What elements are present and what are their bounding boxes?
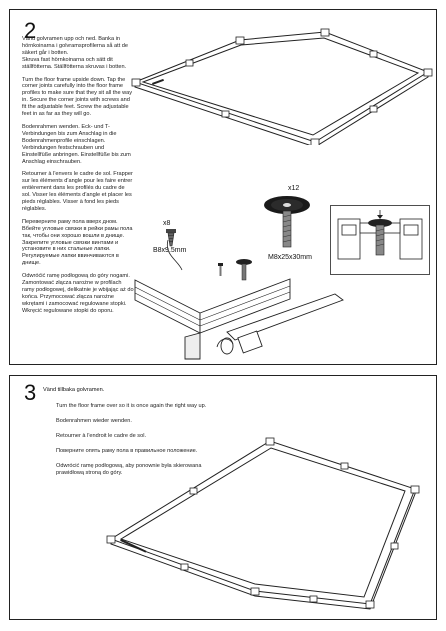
step-2-instructions: [22, 36, 134, 321]
rubber-mallet-icon: [215, 292, 350, 362]
foot-size-label: M8x25x30mm: [268, 254, 312, 261]
step-number: 2: [24, 18, 37, 43]
foot-quantity-label: x12: [288, 185, 300, 192]
instruction-pl: Odwrócić ramę podłogową, aby ponownie była skierowana prawidłową stroną do góry.: [56, 462, 202, 476]
step-3-panel: [9, 375, 437, 620]
screw-size-label: B8x9.5mm: [153, 247, 187, 254]
frame-upside-down-illustration: [130, 20, 435, 145]
instruction-de: Bodenrahmen wenden. Eck- und T-Verbindungen bis zum Anschlag in die Bodenrahmenprofile einschlagen. Verbindungen festschrauben und Einstellfüße anbringen. Einstellfüße bis zum Anschlag einschrauben.: [22, 123, 131, 165]
instruction-fr: Retourner à l'endroit le cadre de sol.: [56, 432, 146, 439]
instruction-ru: Поверните опять раму пола в правильное положение.: [56, 447, 198, 454]
instruction-en: Turn the floor frame upside down. Tap the corner joints carefully into the floor frame profiles to make sure that they sit all the way in. Secure the corner joints with screws and fit the adjustable feet. Screw the adjustable feet in as far as they will go.: [22, 76, 133, 118]
instruction-ru: Переверните раму пола вверх дном. Вбейте угловые связки в рейки рамы пола так, чтобы они хорошо вошли в днище. Закрепите угловые связки винтами и установите в них стальные лапки. Регулируемые лапки ввинчиваются в днище.: [22, 218, 133, 267]
instruction-sv: Vänd tillbaka golvramen.: [43, 387, 105, 393]
step-number: 3: [24, 380, 37, 405]
profile-cross-section-detail: [330, 205, 430, 275]
frame-right-way-up-illustration: [105, 431, 425, 616]
instruction-en: Turn the floor frame over so it is once again the right way up.: [56, 403, 207, 409]
step-2-panel: [9, 9, 437, 365]
instruction-de: Bodenrahmen wieder wenden.: [56, 417, 132, 424]
screw-quantity-label: x8: [163, 220, 171, 227]
instruction-fr: Retourner à l'envers le cadre de sol. Frapper sur les éléments d'angle pour les faire entrer entièrement dans les profilés du cadre de sol. Visser les éléments d'angle et placer les pieds réglables. Visser à fond les pieds réglables.: [22, 171, 133, 212]
instruction-sv: Vänd golvramen upp och ned. Banka in hörnkoinarna i golvramsprofilerna så att de säkert går i botten. Skruva fast hörnkoinarna och sätt dit ställfötterna. Ställfötterna skruvas i botten.: [22, 36, 129, 70]
instruction-pl: Odwróćić ramę podłogową do góry nogami. Zamontować złącza narożne w profilach ramy podłogowej, delikatnie je wbijając aż do końca. Przymocować złącza narożne wkrętami i zamocować regulowane stopki. Wkręcić regulowane stopki do oporu.: [22, 273, 134, 314]
